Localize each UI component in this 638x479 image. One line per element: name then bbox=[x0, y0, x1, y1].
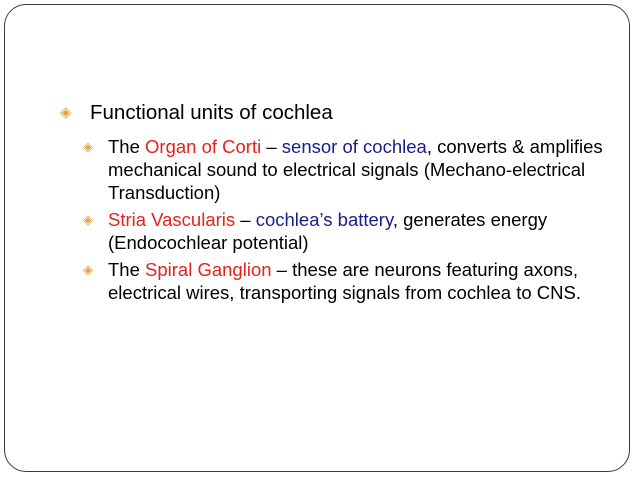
item-text: The bbox=[108, 259, 146, 280]
bullet-icon: ◈ bbox=[83, 139, 93, 154]
bullet-icon: ◈ bbox=[83, 212, 93, 227]
item-text: , converts & amplifies mechanical sound to electrical signals (Mechano-electrical Transduction) bbox=[108, 136, 603, 203]
item-dash: – bbox=[261, 136, 282, 157]
bullet-item-stria-vascularis bbox=[82, 208, 620, 254]
item-text: , generates energy (Endocochlear potential) bbox=[108, 209, 548, 253]
slide-heading: Functional units of cochlea bbox=[90, 101, 333, 124]
bullet-icon: ◈ bbox=[60, 104, 72, 121]
bullet-item-spiral-ganglion bbox=[82, 258, 620, 304]
item-text: The bbox=[108, 136, 146, 157]
term-stria-vascularis: Stria Vascularis bbox=[108, 209, 236, 230]
term-organ-of-corti: Organ of Corti bbox=[145, 136, 262, 157]
definition-cochleas-battery: cochlea’s battery bbox=[255, 209, 393, 230]
slide-content bbox=[60, 100, 620, 308]
bullet-icon: ◈ bbox=[83, 262, 93, 277]
definition-sensor-of-cochlea: sensor of cochlea bbox=[281, 136, 427, 157]
bullet-item-main bbox=[60, 100, 620, 126]
bullet-item-organ-of-corti bbox=[82, 135, 620, 204]
item-dash: – bbox=[235, 209, 256, 230]
term-spiral-ganglion: Spiral Ganglion bbox=[145, 259, 272, 280]
item-text: – these are neurons featuring axons, electrical wires, transporting signals from cochlea to CNS. bbox=[108, 259, 581, 303]
